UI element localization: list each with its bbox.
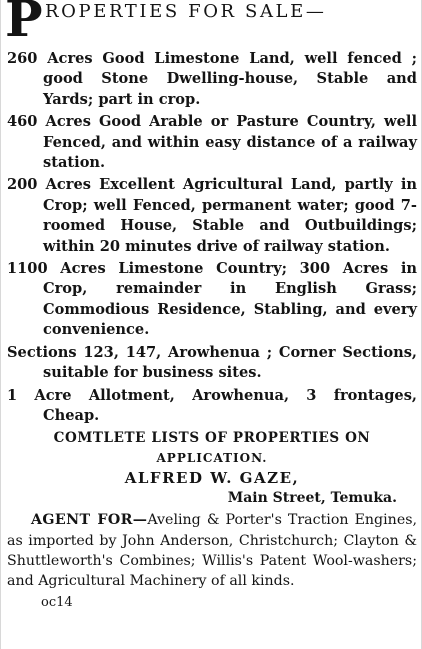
lists-line-2: APPLICATION.	[156, 451, 268, 466]
listing-260-acres: 260 Acres Good Limestone Land, well fenced ; good Stone Dwelling-house, Stable and Yards; part in crop.	[7, 50, 417, 108]
agent-address: Main Street, Temuka.	[227, 490, 397, 507]
agent-text: Aveling & Porter's Traction Engines, as imported by John Anderson, Christchurch; Clayton & Shuttleworth's Combines; Willis's Patent Wool-washers; and Agricultural Machinery of all kinds.	[7, 512, 418, 590]
agent-lead: AGENT FOR—	[31, 512, 148, 529]
listing-460-acres: 460 Acres Good Arable or Pasture Country, well Fenced, and within easy distance of a railway station.	[7, 113, 417, 172]
listing-acre-allotment: 1 Acre Allotment, Arowhenua, 3 frontages, Cheap.	[7, 386, 417, 424]
headline	[5, 0, 419, 48]
listing-1100-acres: 1100 Acres Limestone Country; 300 Acres in Crop, remainder in English Grass; Commodious Residence, Stabling, and every convenience.	[7, 260, 417, 339]
headline-drop-cap: P	[5, 0, 43, 48]
insertion-code: oc14	[41, 594, 73, 610]
listing-200-acres: 200 Acres Excellent Agricultural Land, partly in Crop; well Fenced, permanent water; good 7-roomed House, Stable and Outbuildings; within 20 minutes drive of railway station.	[7, 176, 417, 255]
listing-sections: Sections 123, 147, Arowhenua ; Corner Sections, suitable for business sites.	[7, 343, 417, 382]
agent-paragraph	[7, 510, 417, 591]
headline-text: ROPERTIES FOR SALE—	[45, 1, 327, 22]
agent-name: ALFRED W. GAZE,	[124, 469, 300, 488]
lists-line-1: COMTLETE LISTS OF PROPERTIES ON	[53, 430, 371, 447]
ad-body	[7, 49, 417, 612]
